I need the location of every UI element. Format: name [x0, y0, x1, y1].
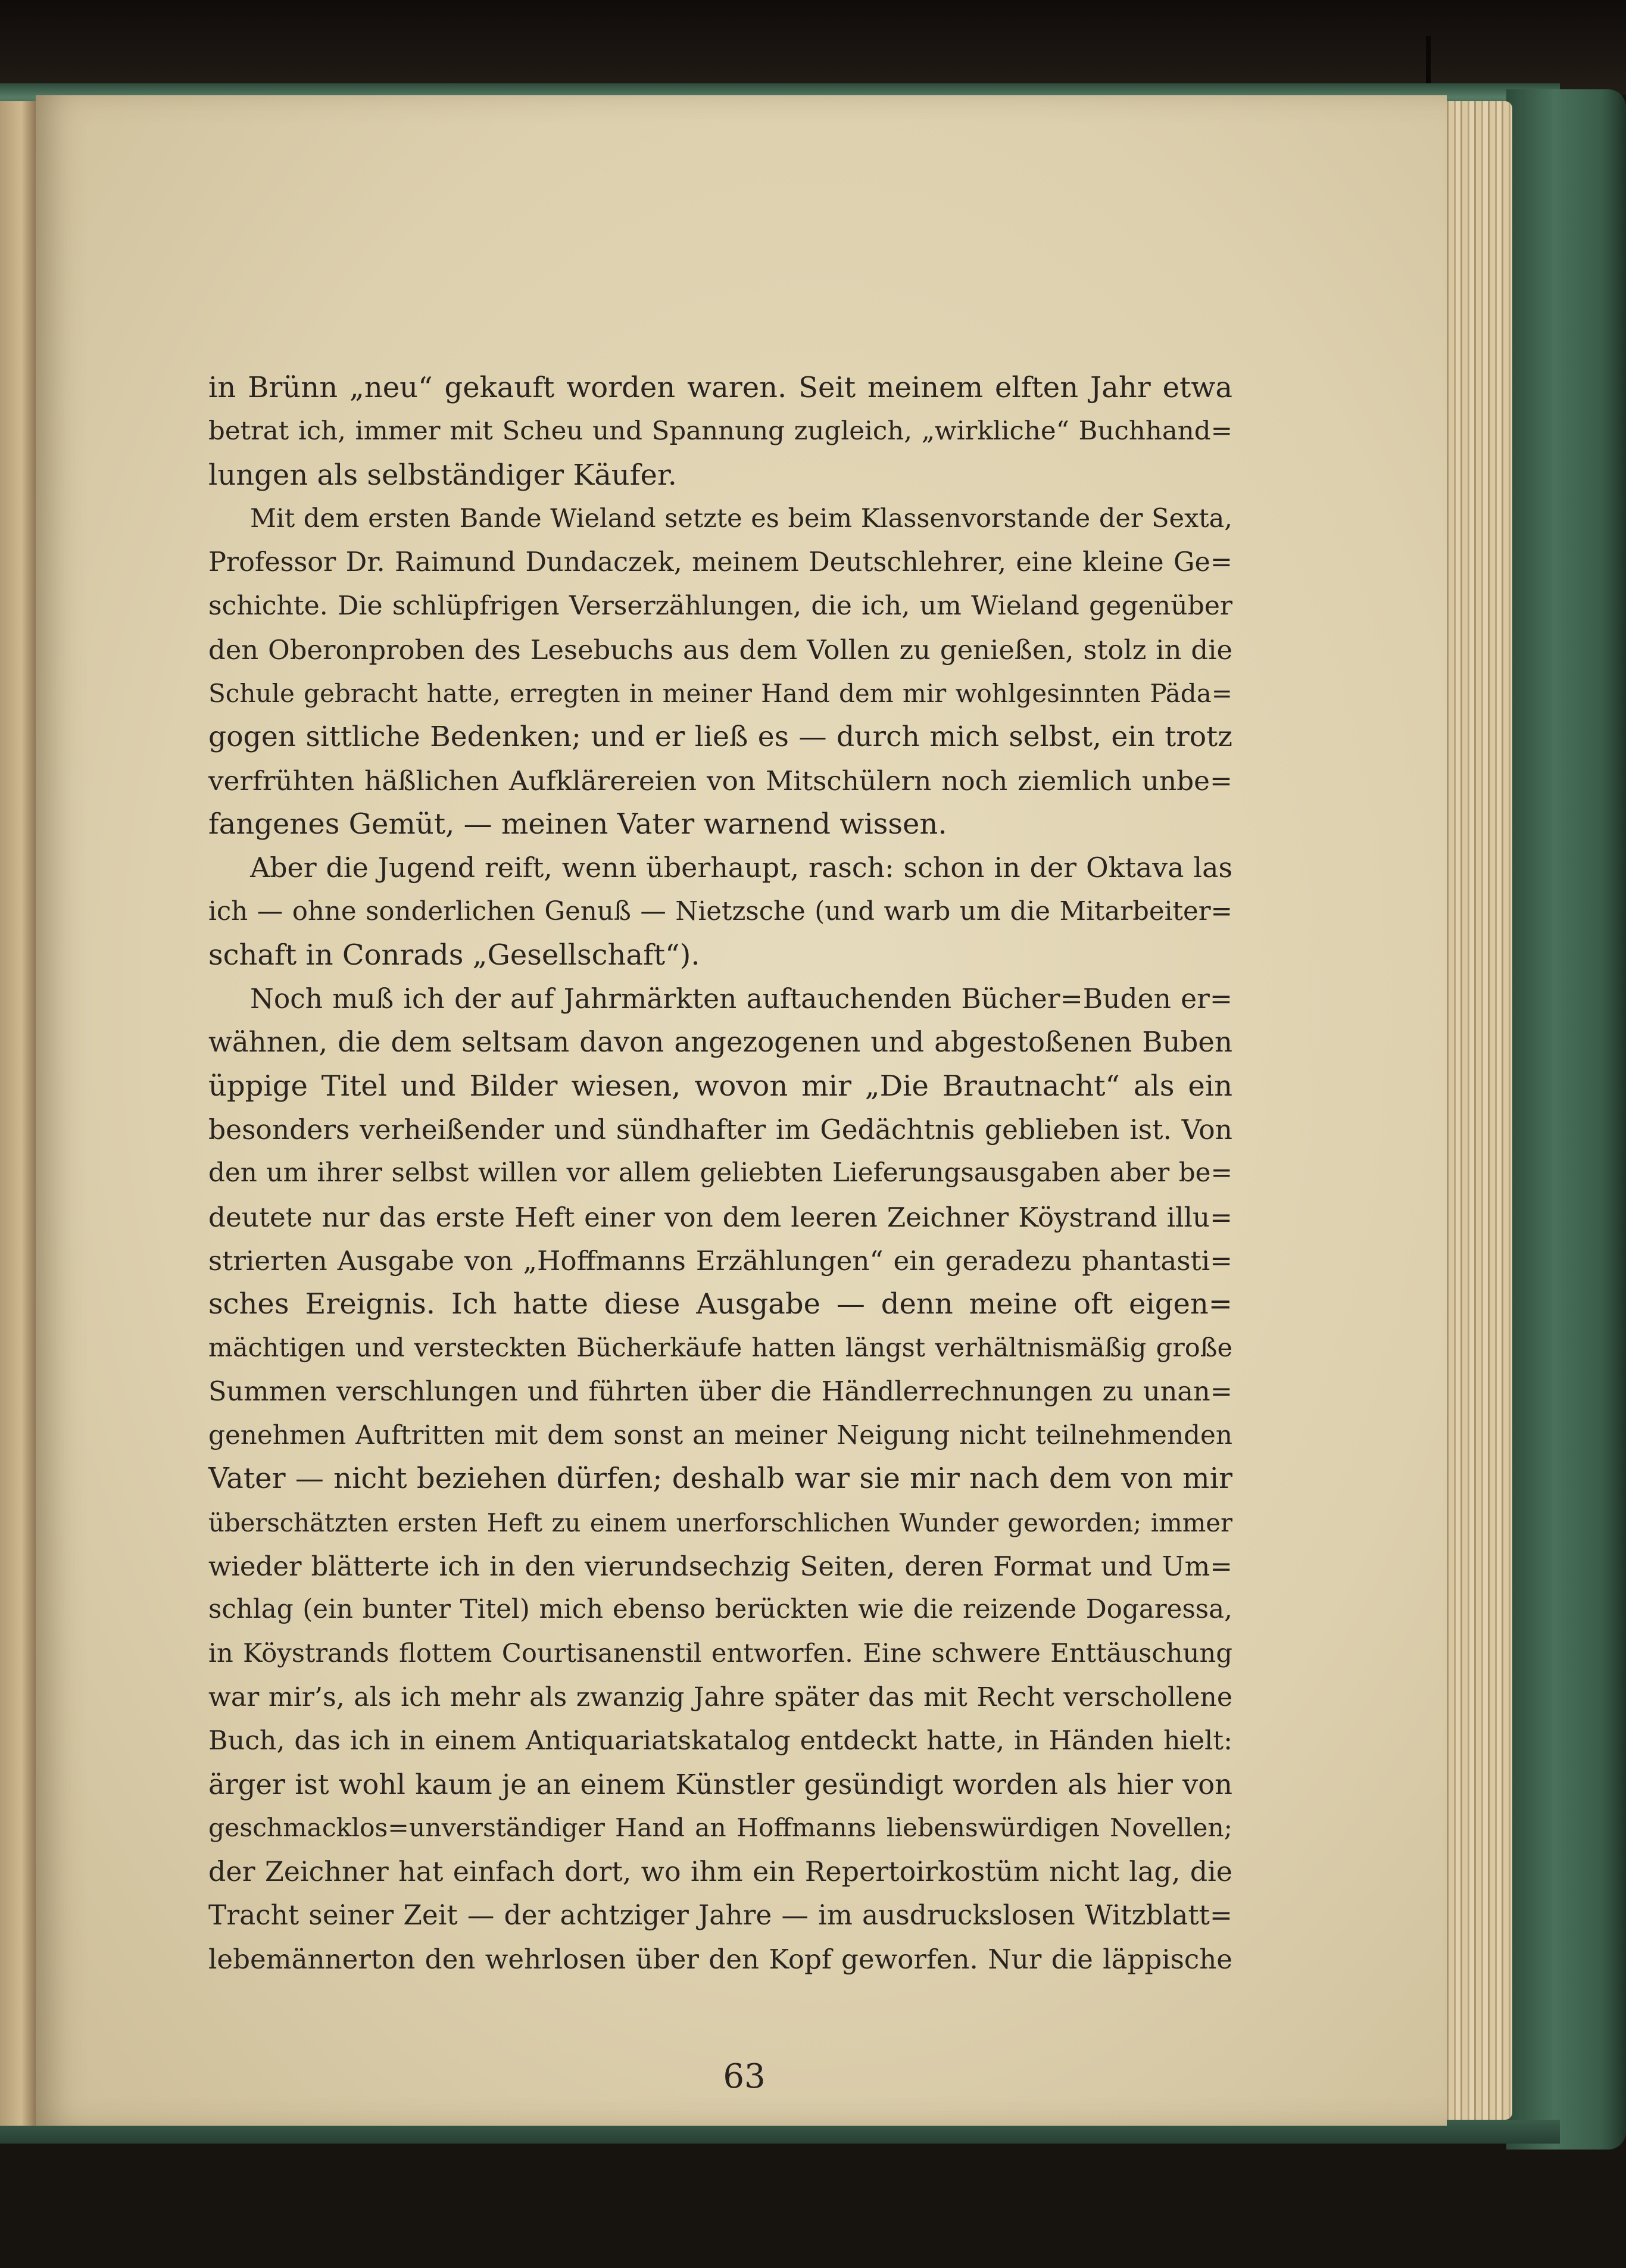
- facing-page-edge: [0, 101, 36, 2126]
- text-line: strierten Ausgabe von „Hoffmanns Erzählungen“ ein geradezu phantasti=: [208, 1244, 1232, 1277]
- book-cover-right-edge: [1506, 89, 1626, 2150]
- text-line: Summen verschlungen und führten über die Händlerrechnungen zu unan=: [208, 1375, 1232, 1407]
- text-line: in Köystrands flottem Courtisanenstil entworfen. Eine schwere Enttäuschung: [208, 1638, 1232, 1668]
- text-line: Vater — nicht beziehen dürfen; deshalb war sie mir nach dem von mir: [208, 1462, 1232, 1496]
- text-line: Buch, das ich in einem Antiquariatskatalog entdeckt hatte, in Händen hielt:: [208, 1726, 1232, 1757]
- text-line: genehmen Auftritten mit dem sonst an meiner Neigung nicht teilnehmenden: [208, 1420, 1232, 1451]
- text-line: ärger ist wohl kaum je an einem Künstler gesündigt worden als hier von: [208, 1768, 1232, 1801]
- text-line: Noch muß ich der auf Jahrmärkten auftauchenden Bücher=Buden er=: [250, 983, 1232, 1015]
- text-line: deutete nur das erste Heft einer von dem leeren Zeichner Köystrand illu=: [208, 1201, 1232, 1233]
- text-line: überschätzten ersten Heft zu einem unerforschlichen Wunder geworden; immer: [208, 1508, 1232, 1537]
- text-line: wieder blätterte ich in den vierundsechzig Seiten, deren Format und Um=: [208, 1551, 1232, 1583]
- text-line: den um ihrer selbst willen vor allem geliebten Lieferungsausgaben aber be=: [208, 1158, 1232, 1188]
- text-line: Mit dem ersten Bande Wieland setzte es beim Klassenvorstande der Sexta,: [250, 503, 1232, 534]
- body-text: [208, 366, 1232, 1981]
- text-line: betrat ich, immer mit Scheu und Spannung zugleich, „wirkliche“ Buchhand=: [208, 416, 1232, 447]
- text-line: den Oberonproben des Lesebuchs aus dem Vollen zu genießen, stolz in die: [208, 634, 1232, 666]
- book-page: [36, 95, 1447, 2126]
- text-line: Schule gebracht hatte, erregten in meiner Hand dem mir wohlgesinnten Päda=: [208, 679, 1232, 709]
- text-line: schlag (ein bunter Titel) mich ebenso berückten wie die reizende Dogaressa,: [208, 1595, 1232, 1625]
- text-line: ich — ohne sonderlichen Genuß — Nietzsche (und warb um die Mitarbeiter=: [208, 896, 1232, 926]
- text-line: Tracht seiner Zeit — der achtziger Jahre — im ausdruckslosen Witzblatt=: [208, 1899, 1232, 1932]
- text-line: der Zeichner hat einfach dort, wo ihm ein Repertoirkostüm nicht lag, die: [208, 1855, 1232, 1888]
- text-line: besonders verheißender und sündhafter im Gedächtnis geblieben ist. Von: [208, 1114, 1232, 1146]
- backdrop: [0, 0, 1626, 95]
- text-line: lungen als selbständiger Käufer.: [208, 458, 677, 492]
- page-number: 63: [723, 2057, 766, 2096]
- text-line: verfrühten häßlichen Aufklärereien von Mitschülern noch ziemlich unbe=: [208, 765, 1232, 797]
- text-line: üppige Titel und Bilder wiesen, wovon mir „Die Brautnacht“ als ein: [208, 1069, 1232, 1103]
- text-line: Aber die Jugend reift, wenn überhaupt, rasch: schon in der Oktava las: [250, 851, 1232, 884]
- text-line: mächtigen und versteckten Bücherkäufe hatten längst verhältnismäßig große: [208, 1333, 1232, 1363]
- text-line: geschmacklos=unverständiger Hand an Hoffmanns liebenswürdigen Novellen;: [208, 1813, 1232, 1843]
- text-line: in Brünn „neu“ gekauft worden waren. Seit meinem elften Jahr etwa: [208, 371, 1232, 404]
- text-line: schichte. Die schlüpfrigen Verserzählungen, die ich, um Wieland gegenüber: [208, 591, 1232, 622]
- text-line: Professor Dr. Raimund Dundaczek, meinem Deutschlehrer, eine kleine Ge=: [208, 547, 1232, 578]
- text-line: schaft in Conrads „Gesellschaft“).: [208, 938, 700, 972]
- text-line: fangenes Gemüt, — meinen Vater warnend wissen.: [208, 807, 947, 841]
- text-line: gogen sittliche Bedenken; und er ließ es — durch mich selbst, ein trotz: [208, 720, 1232, 754]
- text-line: sches Ereignis. Ich hatte diese Ausgabe — denn meine oft eigen=: [208, 1287, 1232, 1321]
- backdrop-shadow: [1426, 36, 1431, 89]
- text-line: wähnen, die dem seltsam davon angezogenen und abgestoßenen Buben: [208, 1026, 1232, 1059]
- text-line: lebemännerton den wehrlosen über den Kopf geworfen. Nur die läppische: [208, 1943, 1232, 1975]
- text-line: war mir’s, als ich mehr als zwanzig Jahre später das mit Recht verschollene: [208, 1681, 1232, 1712]
